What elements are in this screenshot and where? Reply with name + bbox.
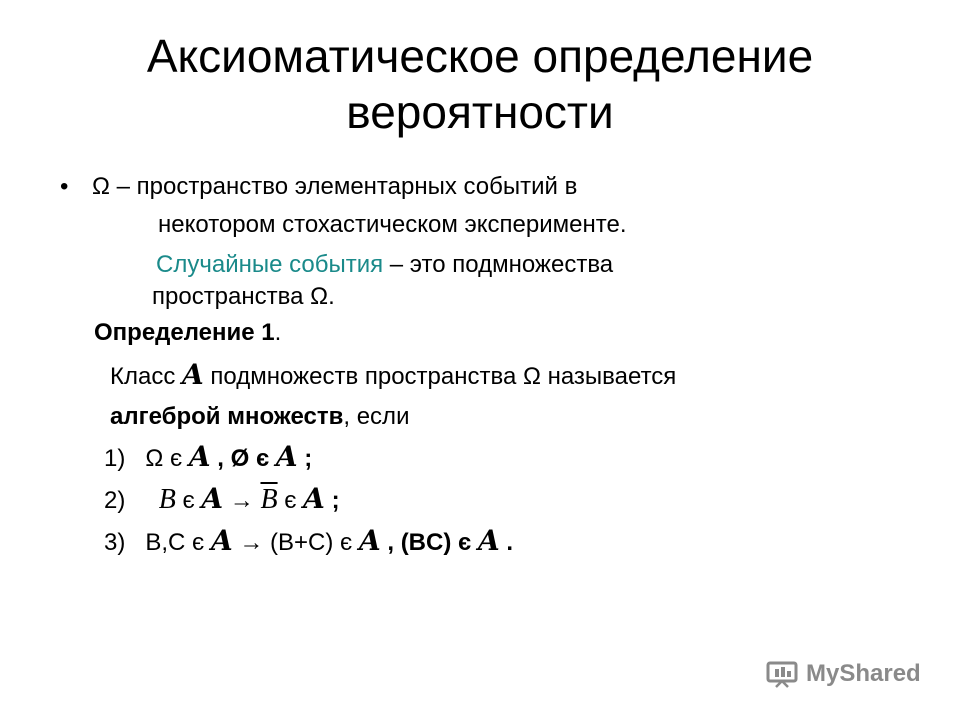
condition-1-text-b: , Ø є (210, 445, 276, 472)
condition-2-number: 2) (104, 487, 126, 514)
algebra-sentence (110, 402, 409, 432)
script-a-symbol: A (358, 524, 381, 557)
condition-3 (104, 526, 513, 558)
script-a-symbol: A (303, 482, 325, 515)
implication-arrow: → (232, 529, 271, 556)
condition-2-text-b: є (277, 487, 304, 514)
watermark-text: MyShared (806, 660, 921, 687)
complement-b-symbol: $\overline{B}$ (260, 484, 278, 515)
set-b-symbol: B (158, 484, 176, 515)
title-line-1: Аксиоматическое определение (146, 30, 814, 82)
class-sentence (110, 360, 676, 392)
script-a-symbol: A (210, 524, 233, 557)
condition-3-text-b: (B+C) є (270, 529, 359, 556)
bullet-point: • (60, 173, 69, 200)
condition-1-number: 1) (104, 445, 126, 472)
script-a-symbol: A (188, 440, 211, 473)
definition-label: Определение 1 (94, 319, 275, 346)
presentation-icon (766, 660, 800, 688)
omega-definition-line-2: некотором стохастическом эксперименте. (158, 211, 627, 238)
script-a-symbol: A (182, 358, 204, 391)
condition-1 (104, 442, 312, 474)
random-events-rest: – это подмножества (383, 251, 614, 278)
slide-title (0, 28, 960, 140)
script-a-symbol: A (201, 482, 224, 515)
condition-2-text-a: є (175, 487, 202, 514)
script-a-symbol: A (275, 440, 298, 473)
random-events-term: Случайные события (156, 251, 384, 278)
condition-3-text-d: . (499, 529, 514, 556)
script-a-symbol: A (477, 524, 500, 557)
condition-2 (104, 484, 340, 516)
algebra-term: алгеброй множеств (110, 403, 344, 430)
definition-dot: . (274, 319, 282, 346)
definition-heading (94, 318, 281, 348)
random-events-line-2: пространства Ω. (152, 283, 335, 310)
title-line-2: вероятности (346, 86, 614, 138)
condition-2-text-c: ; (324, 487, 340, 514)
condition-1-text-a: Ω є (145, 445, 189, 472)
condition-1-text-c: ; (297, 445, 313, 472)
omega-definition-line-1: Ω – пространство элементарных событий в (92, 173, 578, 200)
random-events-line-1 (156, 250, 613, 280)
class-text-b: подмножеств пространства Ω называется (203, 363, 677, 390)
implication-arrow: → (223, 487, 261, 514)
mysharedwatermark (766, 656, 921, 692)
condition-3-text-c: , (BC) є (380, 529, 478, 556)
condition-3-text-a: B,C є (145, 529, 211, 556)
class-text-a: Класс (110, 363, 182, 390)
algebra-rest: , если (343, 403, 410, 430)
condition-3-number: 3) (104, 529, 126, 556)
